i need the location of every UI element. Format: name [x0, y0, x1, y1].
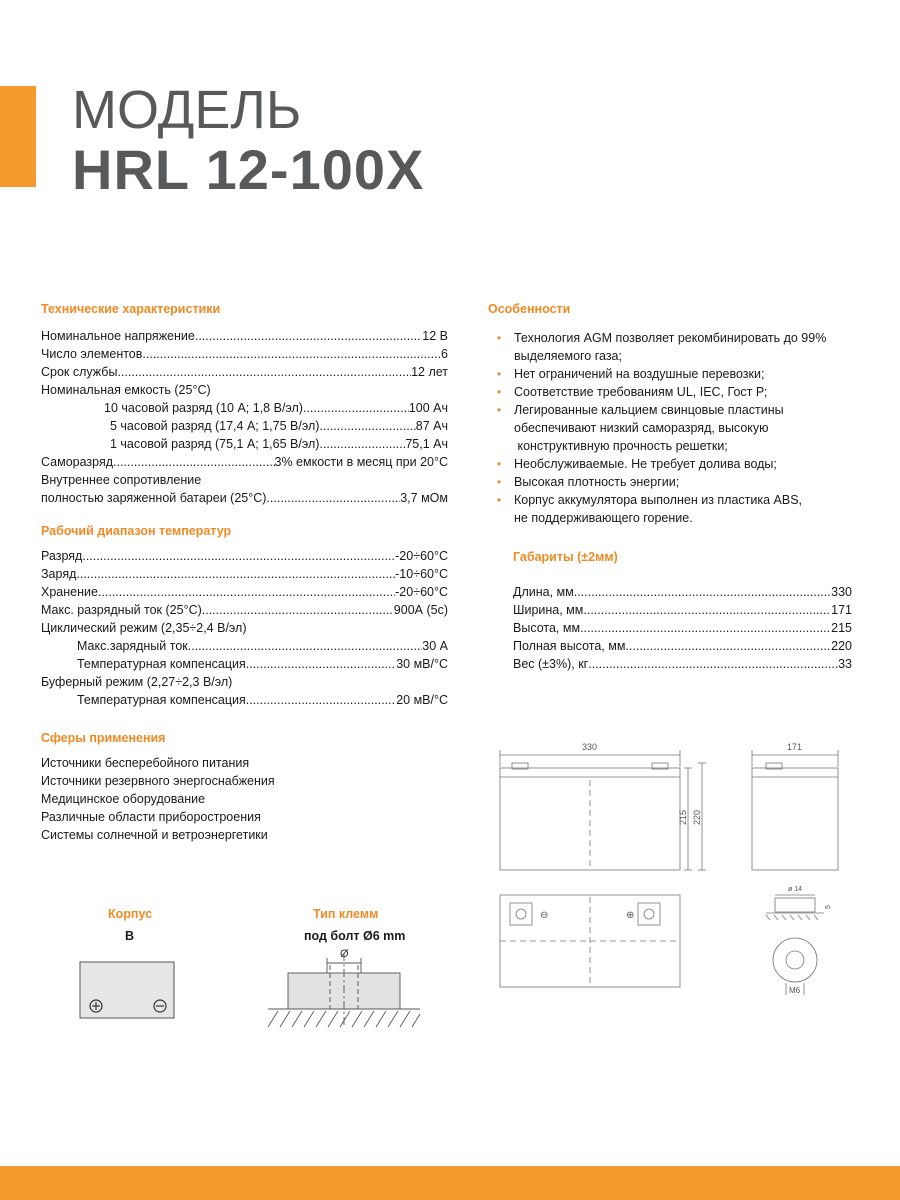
- features-heading: Особенности: [488, 302, 571, 316]
- bullet-icon: •: [497, 493, 502, 507]
- feature-item: • Технология AGM позволяет рекомбинировать до 99% выделяемого газа;: [497, 331, 827, 363]
- full-height-label: 220: [692, 809, 702, 825]
- capacity-label: Номинальная емкость (25°С): [41, 383, 211, 397]
- bolt-label: M6: [789, 986, 801, 995]
- temp-row: Макс.зарядный ток ..... 30 А: [41, 637, 448, 655]
- features-list: [495, 329, 826, 527]
- dimension-drawing: [490, 735, 860, 1005]
- spec-row: Срок службы ..... 12 лет: [41, 363, 448, 381]
- bullet-icon: •: [497, 403, 502, 417]
- terminal-top-detail: [773, 938, 817, 982]
- height-label: 215: [678, 809, 688, 825]
- terminal-diameter-label: ø 14: [788, 886, 803, 893]
- dimension-row: Ширина, мм ..... 171: [513, 601, 852, 619]
- spec-row: полностью заряженной батареи (25°С) ..... 3,7 мОм: [41, 489, 448, 507]
- application-item: Системы солнечной и ветроэнергетики: [41, 828, 268, 842]
- footer-bar: [0, 1166, 900, 1200]
- applications-heading: Сферы применения: [41, 731, 166, 745]
- application-item: Источники резервного энергоснабжения: [41, 774, 275, 788]
- dimension-row: Высота, мм ..... 215: [513, 619, 852, 637]
- application-item: Медицинское оборудование: [41, 792, 206, 806]
- case-diagram: [78, 960, 178, 1020]
- plus-icon: ⊕: [626, 910, 635, 921]
- bullet-icon: •: [497, 331, 502, 345]
- feature-item: • Необслуживаемые. Не требует долива воды;: [497, 457, 777, 471]
- bullet-icon: •: [497, 475, 502, 489]
- spec-row: 1 часовой разряд (75,1 А; 1,65 В/эл) ..... 75,1 Ач: [41, 435, 448, 453]
- temps-heading: Рабочий диапазон температур: [41, 524, 232, 538]
- dimension-row: Длина, мм ..... 330: [513, 583, 852, 601]
- model-name: HRL 12-100X: [72, 138, 425, 201]
- dimension-row: Полная высота, мм ..... 220: [513, 637, 852, 655]
- spec-row: Номинальное напряжение ..... 12 В: [41, 327, 448, 345]
- dimension-row: Вес (±3%), кг ..... 33: [513, 655, 852, 673]
- side-view: [752, 768, 838, 870]
- application-item: Различные области приборостроения: [41, 810, 261, 824]
- resistance-label: Внутреннее сопротивление: [41, 473, 202, 487]
- model-label: МОДЕЛЬ: [72, 80, 302, 140]
- feature-item: • Легированные кальцием свинцовые пластины обеспечивают низкий саморазряд, высокую конструктивную прочность решетки;: [497, 403, 784, 453]
- case-type: B: [125, 929, 135, 943]
- spec-row: 10 часовой разряд (10 А; 1,8 В/эл) ..... 100 Ач: [41, 399, 448, 417]
- temp-row: Заряд ..... -10÷60°С: [41, 565, 448, 583]
- specs-table: [41, 327, 448, 507]
- dimensions-heading: Габариты (±2мм): [513, 550, 618, 564]
- bullet-icon: •: [497, 457, 502, 471]
- case-heading: Корпус: [108, 907, 153, 921]
- cyclic-label: Циклический режим (2,35÷2,4 В/эл): [41, 621, 247, 635]
- bullet-icon: •: [497, 385, 502, 399]
- terminal-height-label: 5: [825, 905, 832, 909]
- specs-heading: Технические характеристики: [41, 302, 221, 316]
- spec-row: Саморазряд ..... 3% емкости в месяц при 20°С: [41, 453, 448, 471]
- accent-bar: [0, 86, 36, 187]
- applications-list: [41, 754, 275, 844]
- terminal-desc: под болт Ø6 mm: [304, 929, 406, 943]
- feature-item: • Нет ограничений на воздушные перевозки;: [497, 367, 765, 381]
- bullet-icon: •: [497, 367, 502, 381]
- temp-row: Разряд ..... -20÷60°С: [41, 547, 448, 565]
- minus-icon: ⊖: [540, 910, 549, 921]
- temp-row: Макс. разрядный ток (25°С) ..... 900А (5с): [41, 601, 448, 619]
- feature-item: • Соответствие требованиям UL, IEC, Гост Р;: [497, 385, 768, 399]
- length-label: 330: [582, 742, 598, 752]
- spec-row: 5 часовой разряд (17,4 А; 1,75 В/эл) ..... 87 Ач: [41, 417, 448, 435]
- buffer-label: Буферный режим (2,27÷2,3 В/эл): [41, 675, 233, 689]
- diameter-symbol: Ø: [340, 948, 349, 960]
- terminal-side-detail: [775, 898, 815, 912]
- feature-item: • Высокая плотность энергии;: [497, 475, 680, 489]
- dimensions-table: [513, 583, 852, 673]
- terminal-diagram: [264, 945, 424, 1030]
- width-label: 171: [787, 742, 803, 752]
- temps-table: [41, 547, 448, 709]
- temp-row: Температурная компенсация ..... 20 мВ/°С: [41, 691, 448, 709]
- spec-row: Число элементов ..... 6: [41, 345, 448, 363]
- temp-row: Хранение ..... -20÷60°С: [41, 583, 448, 601]
- application-item: Источники бесперебойного питания: [41, 756, 250, 770]
- terminal-heading: Тип клемм: [313, 907, 379, 921]
- temp-row: Температурная компенсация ..... 30 мВ/°С: [41, 655, 448, 673]
- feature-item: • Корпус аккумулятора выполнен из пластика ABS, не поддерживающего горение.: [497, 493, 803, 525]
